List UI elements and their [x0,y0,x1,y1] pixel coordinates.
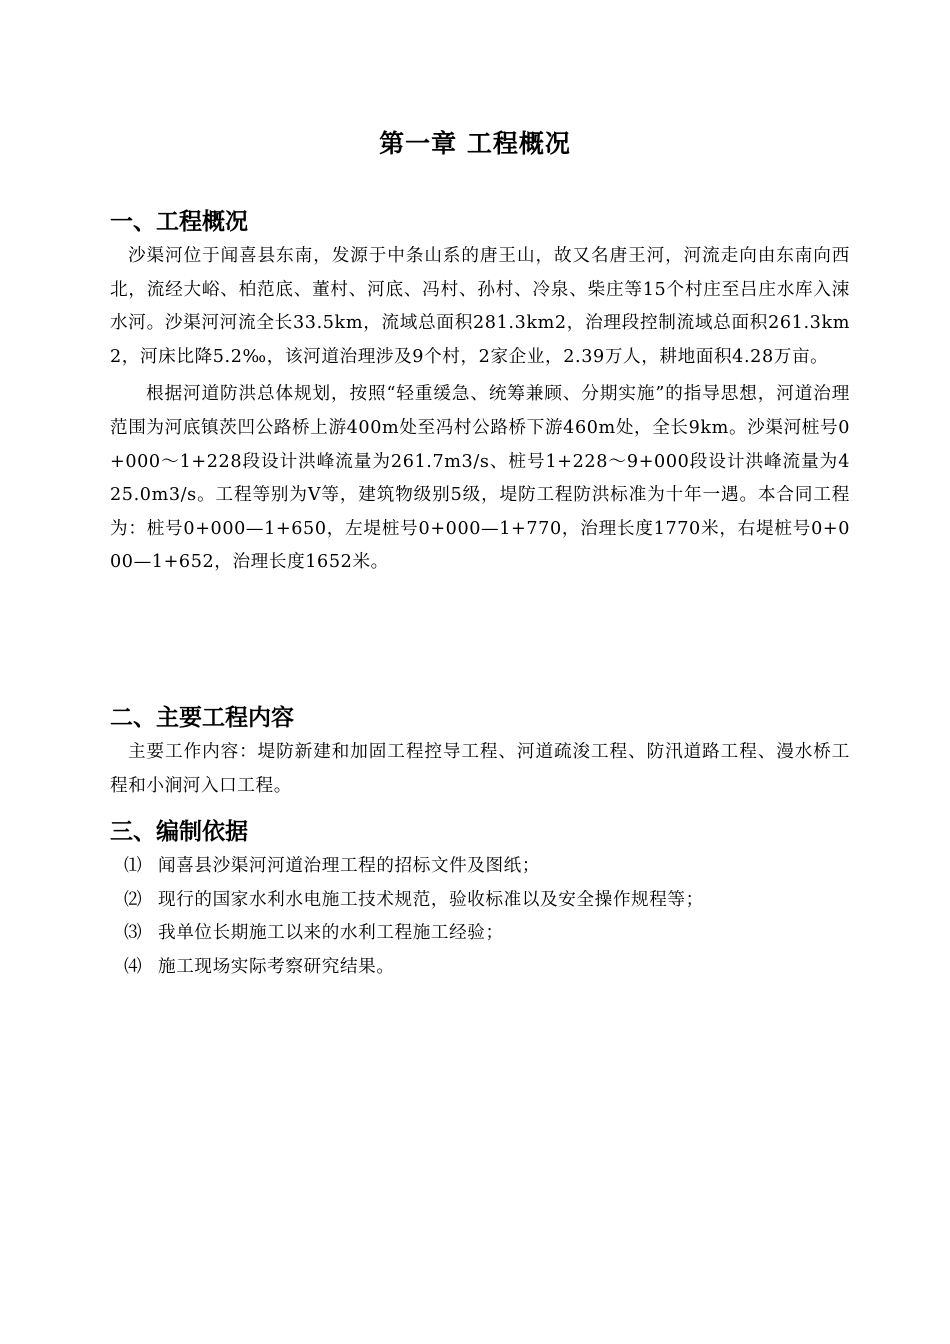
section-basis [110,814,850,984]
overview-paragraph-2: 根据河道防洪总体规划，按照“轻重缓急、统筹兼顾、分期实施”的指导思想，河道治理范围为河底镇茨凹公路桥上游400m处至冯村公路桥下游460m处，全长9km。沙渠河桩号0+000～1+228段设计洪峰流量为261.7m3/s、桩号1+228～9+000段设计洪峰流量为425.0m3/s。工程等别为Ⅴ等，建筑物级别5级，堤防工程防洪标准为十年一遇。本合同工程为：桩号0+000—1+650，左堤桩号0+000—1+770，治理长度1770米，右堤桩号0+000—1+652，治理长度1652米。 [110,384,850,573]
list-item: ⑴ 闻喜县沙渠河河道治理工程的招标文件及图纸； [124,856,541,876]
chapter-title: 第一章 工程概况 [379,129,571,158]
section-overview [110,204,850,580]
list-item: ⑵ 现行的国家水利水电施工技术规范，验收标准以及安全操作规程等； [124,889,704,910]
overview-paragraph-1: 沙渠河位于闻喜县东南，发源于中条山系的唐王山，故又名唐王河，河流走向由东南向西北，流经大峪、柏范底、董村、河底、冯村、孙村、冷泉、柴庄等15个村庄至吕庄水库入涑水河。沙渠河河流全长33.5km，流域总面积281.3km2，治理段控制流域总面积261.3km2，河床比降5.2‰，该河道治理涉及9个村，2家企业，2.39万人，耕地面积4.28万亩。 [110,246,850,367]
basis-list [110,850,850,984]
list-item: ⑷ 施工现场实际考察研究结果。 [124,956,395,977]
main-content-paragraph: 主要工作内容：堤防新建和加固工程控导工程、河道疏浚工程、防汛道路工程、漫水桥工程和小涧河入口工程。 [110,742,850,796]
section-heading-main-content: 二、主要工程内容 [110,705,294,731]
section-heading-overview: 一、工程概况 [110,209,248,235]
section-heading-basis: 三、编制依据 [110,819,248,845]
section-main-content [110,700,850,803]
list-item: ⑶ 我单位长期施工以来的水利工程施工经验； [124,923,504,944]
